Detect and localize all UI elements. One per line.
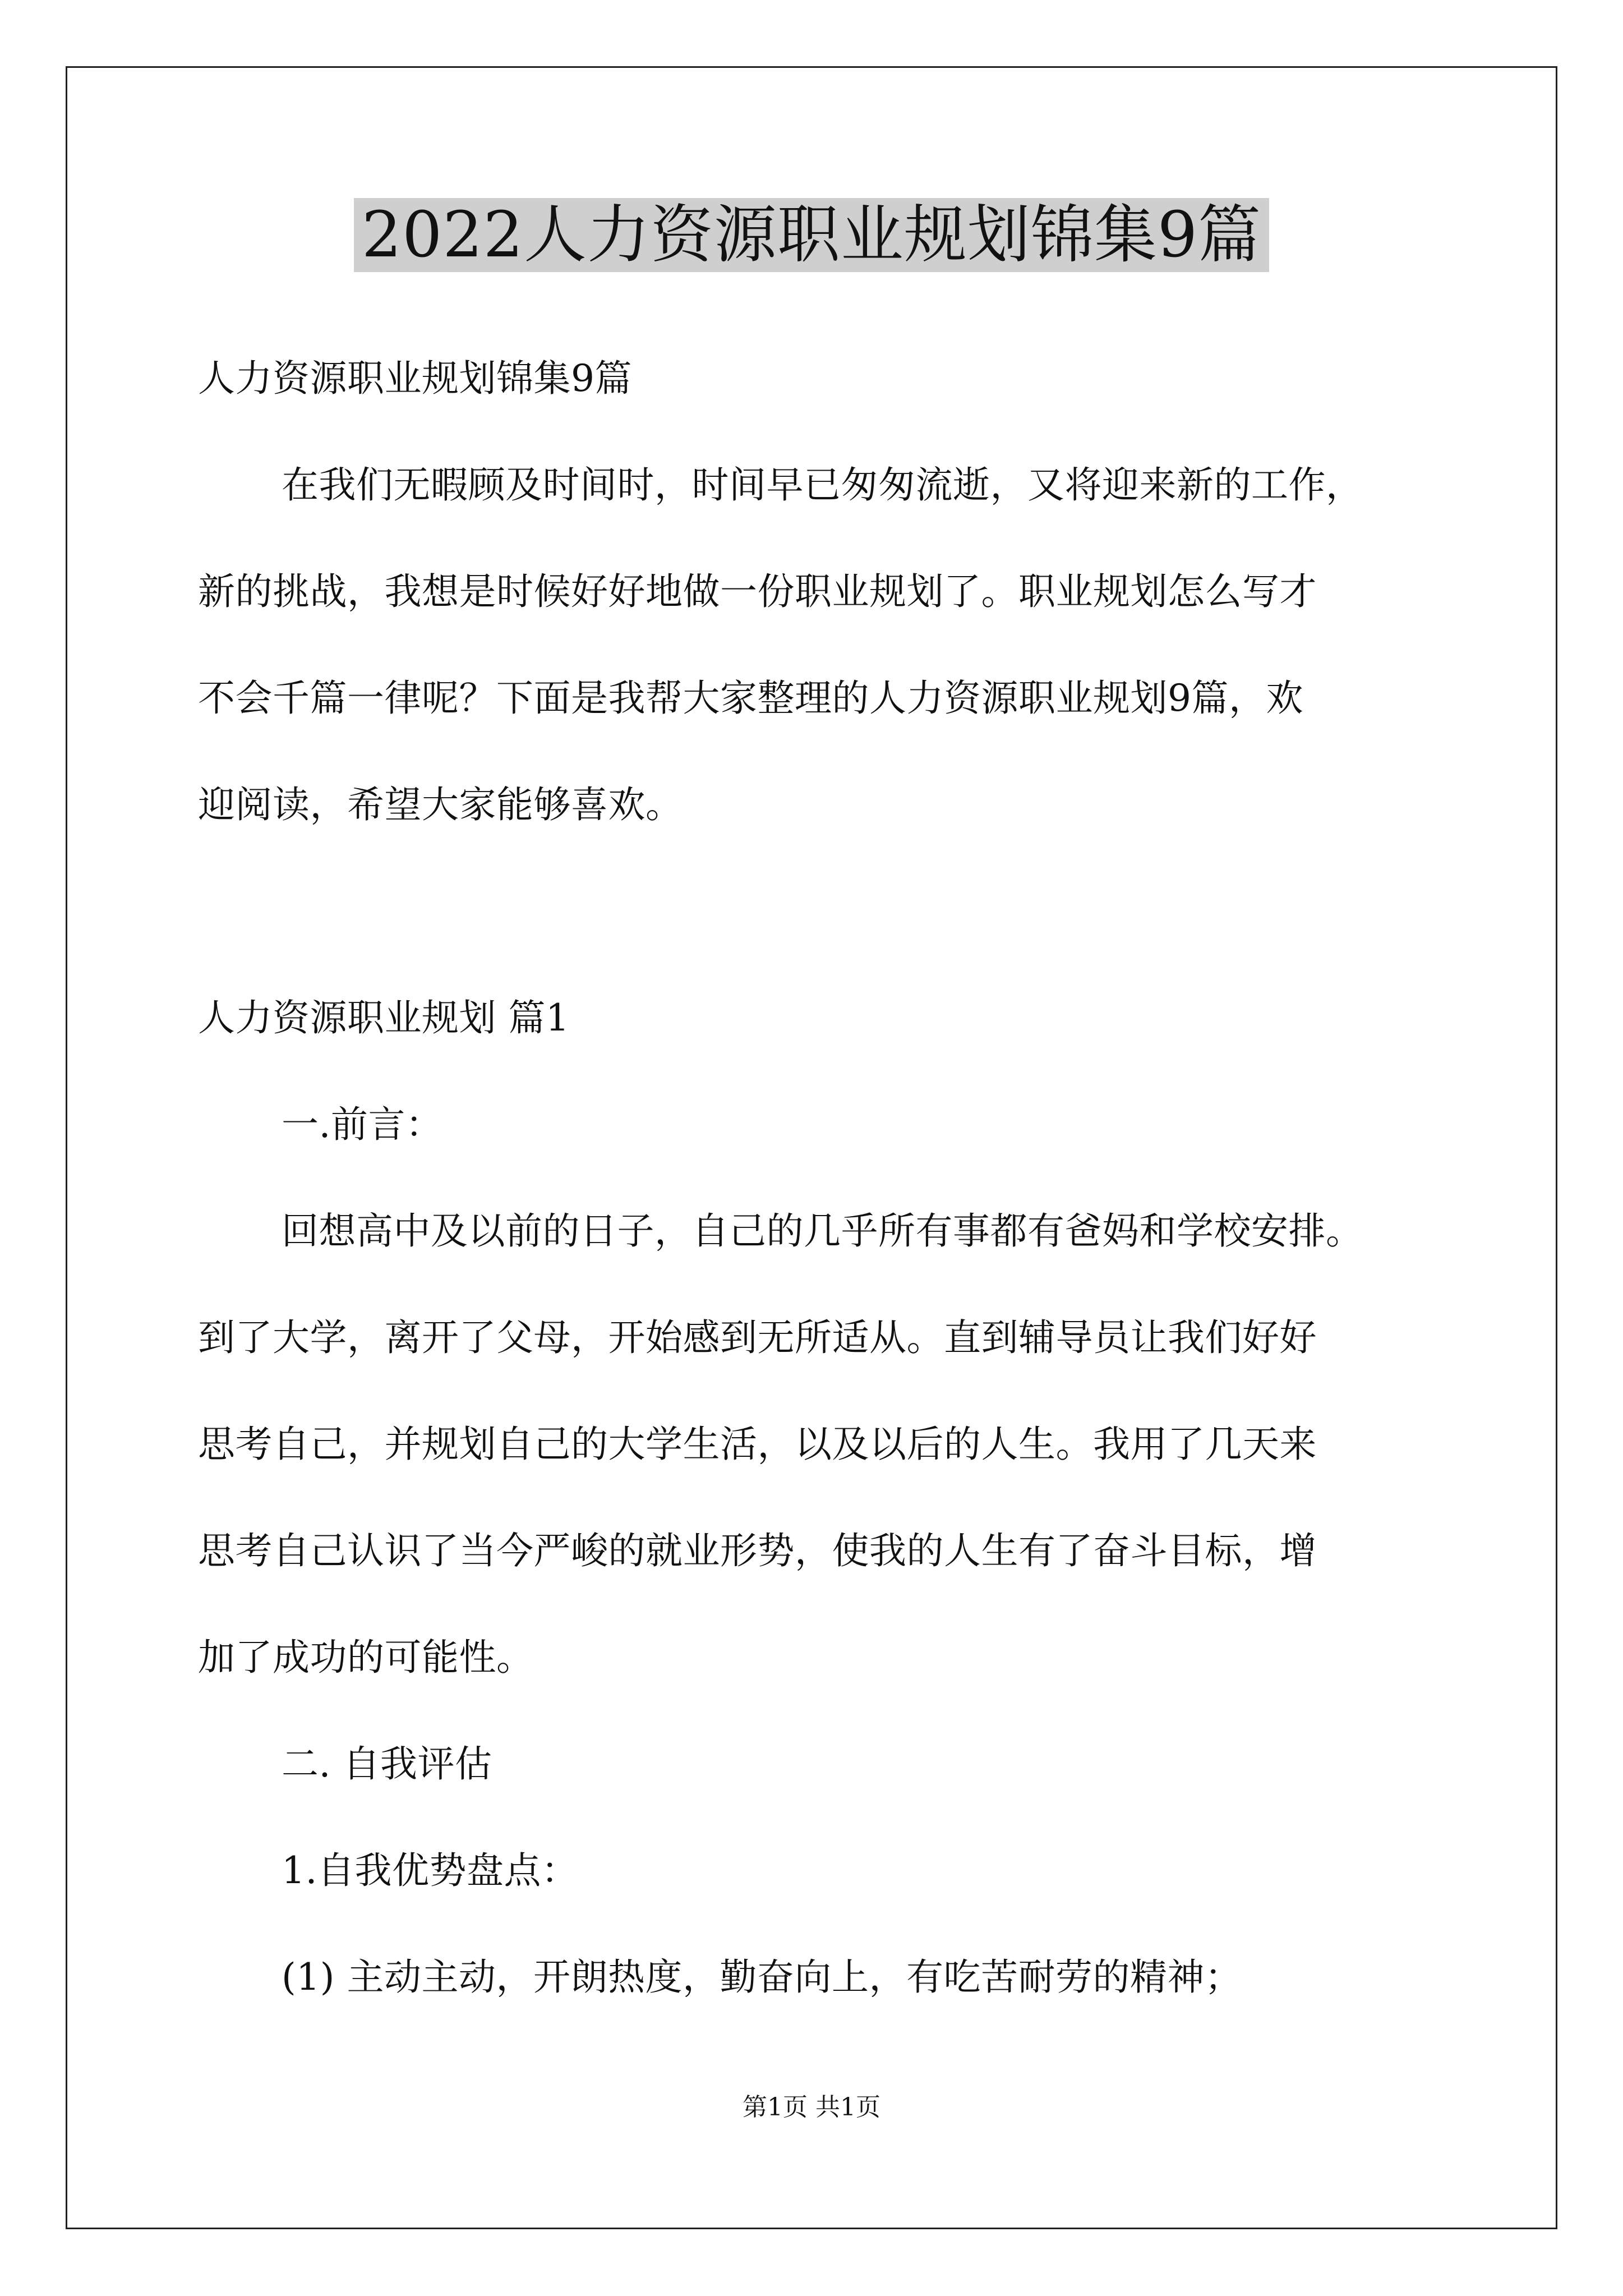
strength-item-1: (1) 主动主动，开朗热度，勤奋向上，有吃苦耐劳的精神； bbox=[282, 1955, 1242, 1999]
intro-line-4: 迎阅读，希望大家能够喜欢。 bbox=[198, 783, 683, 826]
preface-line-5: 加了成功的可能性。 bbox=[198, 1636, 534, 1679]
document-subtitle: 人力资源职业规划锦集9篇 bbox=[198, 357, 632, 400]
preface-line-4: 思考自己认识了当今严峻的就业形势，使我的人生有了奋斗目标，增 bbox=[198, 1529, 1317, 1572]
document-title bbox=[0, 198, 1623, 272]
intro-line-1: 在我们无暇顾及时间时，时间早已匆匆流逝，又将迎来新的工作， bbox=[282, 463, 1363, 507]
intro-line-3: 不会千篇一律呢？下面是我帮大家整理的人力资源职业规划9篇，欢 bbox=[198, 677, 1303, 720]
preface-line-3: 思考自己，并规划自己的大学生活，以及以后的人生。我用了几天来 bbox=[198, 1423, 1317, 1466]
strengths-heading: 1.自我优势盘点： bbox=[282, 1849, 579, 1892]
preface-heading: 一.前言： bbox=[282, 1103, 443, 1146]
section-heading: 人力资源职业规划 篇1 bbox=[198, 996, 570, 1039]
intro-line-2: 新的挑战，我想是时候好好地做一份职业规划了。职业规划怎么写才 bbox=[198, 570, 1317, 613]
preface-line-1: 回想高中及以前的日子，自己的几乎所有事都有爸妈和学校安排。 bbox=[282, 1209, 1363, 1253]
page-footer: 第1页 共1页 bbox=[743, 2093, 880, 2122]
preface-line-2: 到了大学，离开了父母，开始感到无所适从。直到辅导员让我们好好 bbox=[198, 1316, 1317, 1359]
document-title-text: 2022人力资源职业规划锦集9篇 bbox=[354, 198, 1269, 272]
self-eval-heading: 二. 自我评估 bbox=[282, 1742, 492, 1786]
